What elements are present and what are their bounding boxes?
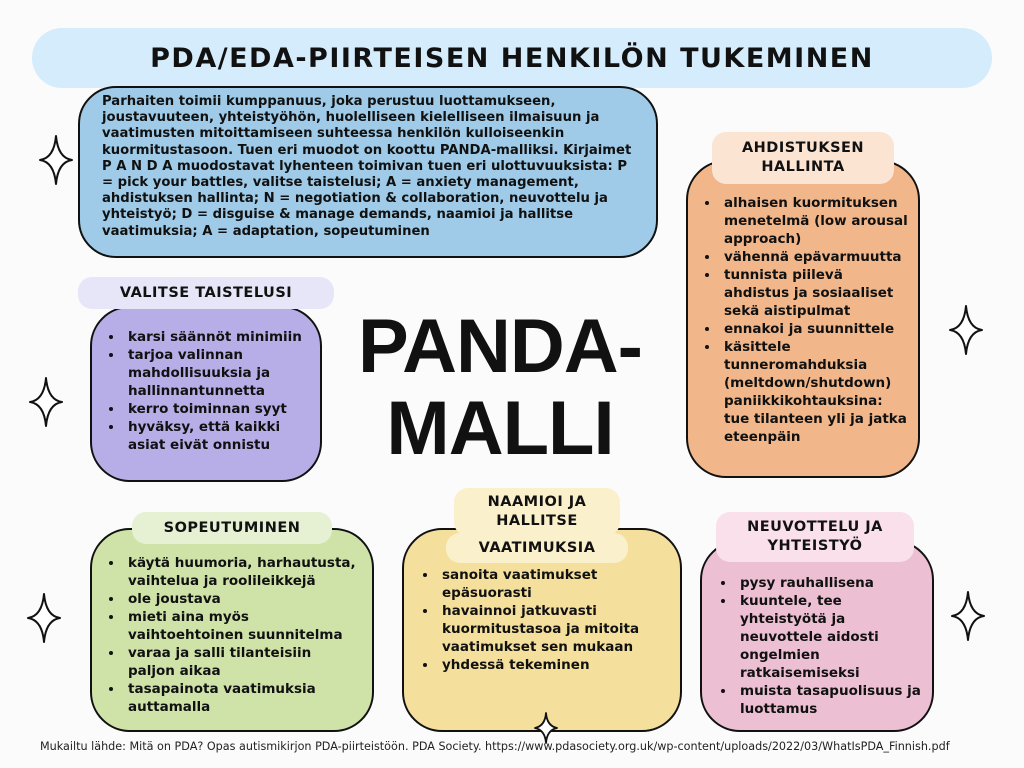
- neuvottelu-list: [714, 574, 922, 718]
- valitse-list: [102, 328, 308, 454]
- naamioi-title-1: NAAMIOI JA: [487, 494, 587, 510]
- page-title: PDA/EDA-PIIRTEISEN HENKILÖN TUKEMINEN: [150, 42, 874, 74]
- sparkle-icon: [948, 304, 984, 356]
- list-item: • havainnoi jatkuvasti kuormitustasoa ja mitoita vaatimukset sen mukaan: [438, 602, 668, 656]
- ahdistus-tag: [712, 132, 894, 184]
- naamioi-tag-top: [454, 488, 620, 536]
- ahdistus-card: [686, 160, 920, 478]
- list-item: • käsittele tunneromahduksia (meltdown/shutdown) paniikkikohtauksina: tue tilanteen yli ja jatka eteenpäin: [720, 338, 908, 446]
- list-item: • varaa ja salli tilanteisiin paljon aikaa: [124, 644, 360, 680]
- list-item: • muista tasapuolisuus ja luottamus: [736, 682, 922, 718]
- list-item: • ennakoi ja suunnittele: [720, 320, 908, 338]
- list-item: • hyväksy, että kaikki asiat eivät onnistu: [124, 418, 308, 454]
- list-item: • kerro toiminnan syyt: [124, 400, 308, 418]
- list-item: • ole joustava: [124, 590, 360, 608]
- list-item: • pysy rauhallisena: [736, 574, 922, 592]
- list-item: • kuuntele, tee yhteistyötä ja neuvottele aidosti ongelmien ratkaisemiseksi: [736, 592, 922, 682]
- sopeutuminen-list: [102, 554, 360, 716]
- naamioi-tag-bottom: [446, 533, 628, 563]
- list-item: • käytä huumoria, harhautusta, vaihtelua ja roolileikkejä: [124, 554, 360, 590]
- panda-malli-heading: [330, 306, 670, 470]
- sparkle-icon: [38, 134, 74, 186]
- sparkle-icon: [950, 590, 986, 642]
- sopeutuminen-card: [90, 528, 374, 732]
- naamioi-list: [416, 566, 668, 674]
- sparkle-icon: [28, 376, 64, 428]
- list-item: • karsi säännöt minimiin: [124, 328, 308, 346]
- sopeutuminen-tag: [132, 512, 332, 544]
- list-item: • sanoita vaatimukset epäsuorasti: [438, 566, 668, 602]
- naamioi-title-2: HALLITSE: [496, 513, 578, 529]
- list-item: • alhaisen kuormituksen menetelmä (low arousal approach): [720, 194, 908, 248]
- neuvottelu-title-2: YHTEISTYÖ: [767, 538, 863, 554]
- list-item: • tasapainota vaatimuksia auttamalla: [124, 680, 360, 716]
- title-banner: [32, 28, 992, 88]
- valitse-card: [90, 306, 322, 482]
- source-footer: Mukailtu lähde: Mitä on PDA? Opas autismikirjon PDA-piirteistöön. PDA Society. https://www.pdasociety.org.uk/wp-content/uploads/2022/03/WhatIsPDA_Finnish.pdf: [40, 740, 950, 753]
- intro-card: [78, 86, 658, 258]
- intro-text: Parhaiten toimii kumppanuus, joka perustuu luottamukseen, joustavuuteen, yhteistyöhön, huolelliseen kielelliseen ilmaisuun ja vaatimusten mitoittamiseen suhteessa henkilön kulloiseenkin kuormitustasoon. Tuen eri muodot on koottu PANDA-malliksi. Kirjaimet P A N D A muodostavat lyhenteen toimivan tuen eri ulottuvuuksista: P = pick your battles, valitse taistelusi; A = anxiety management, ahdistuksen hallinta; N = negotiation & collaboration, neuvottelu ja yhteistyö; D = disguise & manage demands, naamioi ja hallitse vaatimuksia; A = adaptation, sopeutuminen: [102, 94, 632, 239]
- ahdistus-title-1: AHDISTUKSEN: [741, 140, 865, 156]
- sopeutuminen-title: SOPEUTUMINEN: [163, 519, 301, 536]
- neuvottelu-card: [700, 540, 934, 732]
- list-item: • tunnista piilevä ahdistus ja sosiaaliset sekä aistipulmat: [720, 266, 908, 320]
- valitse-tag: [78, 277, 334, 309]
- neuvottelu-title-1: NEUVOTTELU JA: [747, 519, 883, 535]
- list-item: • vähennä epävarmuutta: [720, 248, 908, 266]
- ahdistus-title-2: HALLINTA: [761, 159, 845, 175]
- naamioi-title-3: VAATIMUKSIA: [478, 539, 596, 556]
- neuvottelu-tag: [716, 512, 914, 562]
- valitse-title: VALITSE TAISTELUSI: [119, 284, 293, 301]
- heading-line-2: MALLI: [386, 386, 614, 471]
- sparkle-icon: [26, 592, 62, 644]
- list-item: • tarjoa valinnan mahdollisuuksia ja hallinnantunnetta: [124, 346, 308, 400]
- list-item: • yhdessä tekeminen: [438, 656, 668, 674]
- list-item: • mieti aina myös vaihtoehtoinen suunnitelma: [124, 608, 360, 644]
- ahdistus-list: [698, 194, 908, 446]
- heading-line-1: PANDA-: [358, 304, 642, 389]
